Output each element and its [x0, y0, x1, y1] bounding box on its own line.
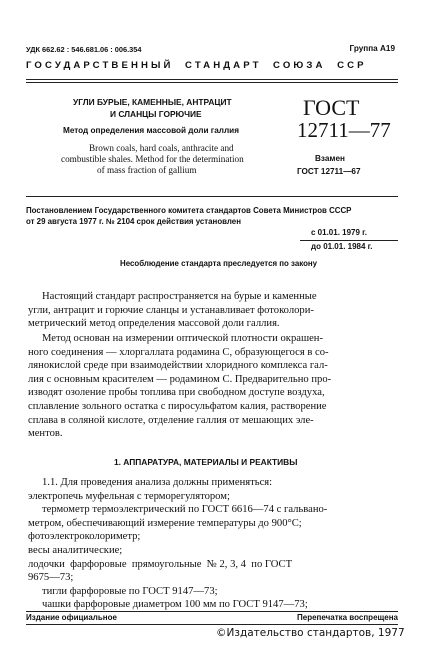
date-from-underline — [300, 240, 398, 241]
header-rule-top — [26, 79, 398, 80]
title-en-line-3: of mass fraction of gallium — [97, 165, 197, 175]
intro-paragraph-1 — [28, 290, 400, 331]
text-line: 1.1. Для проведения анализа должны применяться: — [42, 477, 273, 488]
decree-line-1: Постановлением Государственного комитета стандартов Совета Министров СССР — [26, 206, 352, 215]
text-line: чашки фарфоровые диаметром 100 мм по ГОСТ 9147—73; — [42, 599, 308, 611]
gost-number: 12711—77 — [297, 118, 391, 142]
reprint-notice: Перепечатка воспрещена — [297, 613, 398, 622]
text-line: сплавление зольного остатка с пиросульфатом калия, растворение — [28, 400, 327, 412]
decree-line-2: от 29 августа 1977 г. № 2104 срок действия установлен — [26, 217, 241, 226]
title-rule — [26, 196, 398, 197]
text-line: лия с основным красителем — родамином С. Предварительно про- — [28, 373, 332, 385]
org-banner: ГОСУДАРСТВЕННЫЙ СТАНДАРТ СОЮЗА ССР — [26, 60, 367, 71]
text-line: электропечь муфельная с терморегулятором; — [28, 490, 230, 502]
text-line: весы аналитические; — [28, 544, 123, 556]
title-ru-line-1: УГЛИ БУРЫЕ, КАМЕННЫЕ, АНТРАЦИТ — [73, 97, 232, 107]
publisher-line: ©Издательство стандартов, 1977 — [216, 627, 405, 639]
legal-notice: Несоблюдение стандарта преследуется по закону — [120, 259, 318, 268]
footer-rule-top — [26, 611, 398, 612]
text-line: ного соединения — хлоргаллата родамина С, образующегося в со- — [28, 346, 329, 358]
text-line: изводят озоление пробы топлива при свободном доступе воздуха, — [28, 387, 325, 399]
header-rule-bottom — [26, 82, 398, 83]
date-to: до 01.01. 1984 г. — [311, 242, 373, 251]
title-en-line-1: Brown coals, hard coals, anthracite and — [89, 143, 234, 153]
text-line: метрический метод определения массовой доли галлия. — [28, 318, 280, 330]
gost-label: ГОСТ — [303, 95, 360, 120]
text-line: лодочки фарфоровые прямоугольные № 2, 3, 4 по ГОСТ — [28, 558, 293, 570]
section-1-heading: 1. АППАРАТУРА, МАТЕРИАЛЫ И РЕАКТИВЫ — [114, 457, 298, 467]
text-line: Метод основан на измерении оптической плотности окрашен- — [42, 333, 324, 344]
title-en-line-2: combustible shales. Method for the determination — [61, 154, 244, 164]
text-line: 9675—73; — [28, 572, 74, 584]
udc-code: УДК 662.62 : 546.681.06 : 006.354 — [26, 45, 142, 54]
text-line: термометр термоэлектрический по ГОСТ 6616—74 с гальвано- — [42, 504, 328, 516]
text-line: угли, антрацит и горючие сланцы и устанавливает фотоколори- — [28, 304, 314, 316]
title-ru-line-2: И СЛАНЦЫ ГОРЮЧИЕ — [110, 109, 202, 119]
replaces-value: ГОСТ 12711—67 — [297, 167, 361, 176]
date-from: с 01.01. 1979 г. — [311, 228, 367, 237]
subtitle-ru: Метод определения массовой доли галлия — [63, 126, 239, 135]
group-code: Группа А19 — [349, 44, 395, 53]
text-line: лянокислой среде при взаимодействии хлоридного комплекса гал- — [28, 360, 328, 372]
text-line: фотоэлектроколориметр; — [28, 531, 141, 543]
edition-label: Издание официальное — [26, 613, 117, 622]
text-line: сплава в соляной кислоте, отделение галлия от мешающих эле- — [28, 414, 314, 426]
section-1-body — [28, 476, 400, 612]
text-line: тигли фарфоровые по ГОСТ 9147—73; — [42, 585, 218, 597]
text-line: ментов. — [28, 428, 63, 440]
intro-paragraph-2 — [28, 332, 400, 441]
replaces-label: Взамен — [315, 154, 345, 163]
text-line: метром, обеспечивающий измерение температуры до 900°С; — [28, 517, 302, 529]
footer-rule-bottom — [26, 624, 398, 625]
text-line: Настоящий стандарт распространяется на бурые и каменные — [42, 291, 317, 302]
